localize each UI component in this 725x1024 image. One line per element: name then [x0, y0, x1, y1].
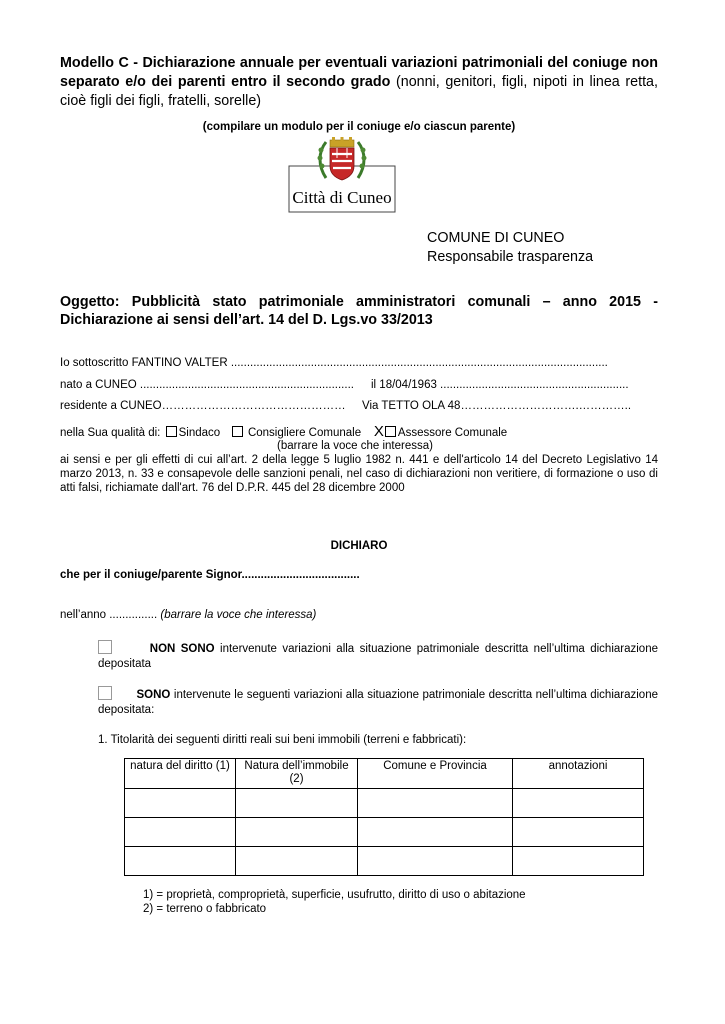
checkbox-sono[interactable]: [98, 686, 112, 700]
table-cell[interactable]: [236, 847, 358, 876]
option-sono: [98, 686, 658, 717]
residence-city-line: residente a CUNEO…………………………………………: [60, 400, 346, 412]
title-bold-part: Modello C - Dichiarazione annuale per eventuali variazioni patrimoniali del coniuge non separato e/o dei parenti entro il secondo grado: [60, 55, 658, 90]
recipient-line1: COMUNE DI CUNEO: [427, 230, 565, 246]
legal-text: ai sensi e per gli effetti di cui all’art. 2 della legge 5 luglio 1982 n. 441 e dell'articolo 14 del Decreto Legislativo 14 marzo 2013, n. 33 e consapevole delle sanzioni penali, nel caso di dichiarazioni non veritiere, di formazione o uso di atti falsi, richiamate dall'art. 76 del D.P.R. 445 del 28 dicembre 2000: [60, 454, 658, 494]
option1-text: intervenute variazioni alla situazione patrimoniale descritta nell’ultima dichiarazione depositata: [98, 643, 658, 670]
checkbox-consigliere[interactable]: [232, 426, 243, 437]
declaration-heading: DICHIARO: [330, 540, 388, 552]
table-cell[interactable]: [358, 789, 513, 818]
property-table: [124, 758, 644, 876]
table-cell[interactable]: [513, 818, 644, 847]
residence-street-line: Via TETTO OLA 48………………………….…………..: [362, 400, 632, 412]
table-header-cell: natura del diritto (1): [125, 759, 236, 789]
instruction-note: (compilare un modulo per il coniuge e/o ciascun parente): [202, 121, 516, 133]
subject: Oggetto: Pubblicità stato patrimoniale amministratori comunali – anno 2015 - Dichiarazione ai sensi dell’art. 14 del D. Lgs.vo 33/2013: [60, 294, 658, 328]
table-cell[interactable]: [358, 818, 513, 847]
table-cell[interactable]: [236, 818, 358, 847]
table-cell[interactable]: [358, 847, 513, 876]
table-row: [125, 847, 644, 876]
option-non-sono: [98, 640, 658, 671]
table-header-cell: Comune e Provincia: [358, 759, 513, 789]
table-header-row: [125, 759, 644, 789]
recipient-line2: Responsabile trasparenza: [427, 249, 594, 265]
item1-line: 1. Titolarità dei seguenti diritti reali sui beni immobili (terreni e fabbricati):: [98, 734, 467, 746]
role-x-mark: X: [373, 423, 384, 440]
declarant-name-line: Io sottoscritto FANTINO VALTER ......................................................................................................................: [60, 357, 608, 369]
year-note: (barrare la voce che interessa): [157, 609, 317, 621]
table-cell[interactable]: [513, 789, 644, 818]
logo-text: Città di Cuneo: [292, 188, 392, 207]
option2-bold: SONO: [136, 689, 171, 701]
year-line: [60, 608, 316, 622]
table-cell[interactable]: [125, 847, 236, 876]
role-note: (barrare la voce che interessa): [277, 440, 433, 452]
note-1: 1) = proprietà, comproprietà, superficie, usufrutto, diritto di uso o abitazione: [143, 889, 526, 901]
birth-date-line: il 18/04/1963 ...........................................................: [371, 379, 629, 391]
note-2: 2) = terreno o fabbricato: [143, 903, 267, 915]
title-normal-part: (nonni, genitori, figli, nipoti in linea retta, cioè figli dei figli, fratelli, sorelle): [60, 74, 658, 109]
option1-bold: NON SONO: [149, 643, 215, 655]
checkbox-assessore[interactable]: [385, 426, 396, 437]
option2-text: intervenute le seguenti variazioni alla situazione patrimoniale descritta nell’ultima dichiarazione depositata:: [98, 689, 658, 716]
table-row: [125, 818, 644, 847]
checkbox-sindaco[interactable]: [166, 426, 177, 437]
role-selection: [60, 425, 507, 440]
table-header-cell: Natura dell’immobile (2): [236, 759, 358, 789]
year-field: nell’anno ...............: [60, 609, 158, 621]
relative-line: che per il coniuge/parente Signor.....................................: [60, 569, 360, 581]
table-cell[interactable]: [125, 789, 236, 818]
role-consigliere-label: Consigliere Comunale: [247, 427, 362, 439]
document-title: [60, 54, 658, 111]
table-row: [125, 789, 644, 818]
table-cell[interactable]: [236, 789, 358, 818]
recipient-block: [427, 229, 593, 267]
checkbox-non-sono[interactable]: [98, 640, 112, 654]
role-sindaco-label: Sindaco: [178, 427, 221, 439]
table-cell[interactable]: [513, 847, 644, 876]
birth-place-line: nato a CUNEO ...................................................................: [60, 379, 354, 391]
table-cell[interactable]: [125, 818, 236, 847]
table-header-cell: annotazioni: [513, 759, 644, 789]
role-assessore-label: Assessore Comunale: [397, 427, 508, 439]
role-label: nella Sua qualità di:: [60, 427, 161, 439]
